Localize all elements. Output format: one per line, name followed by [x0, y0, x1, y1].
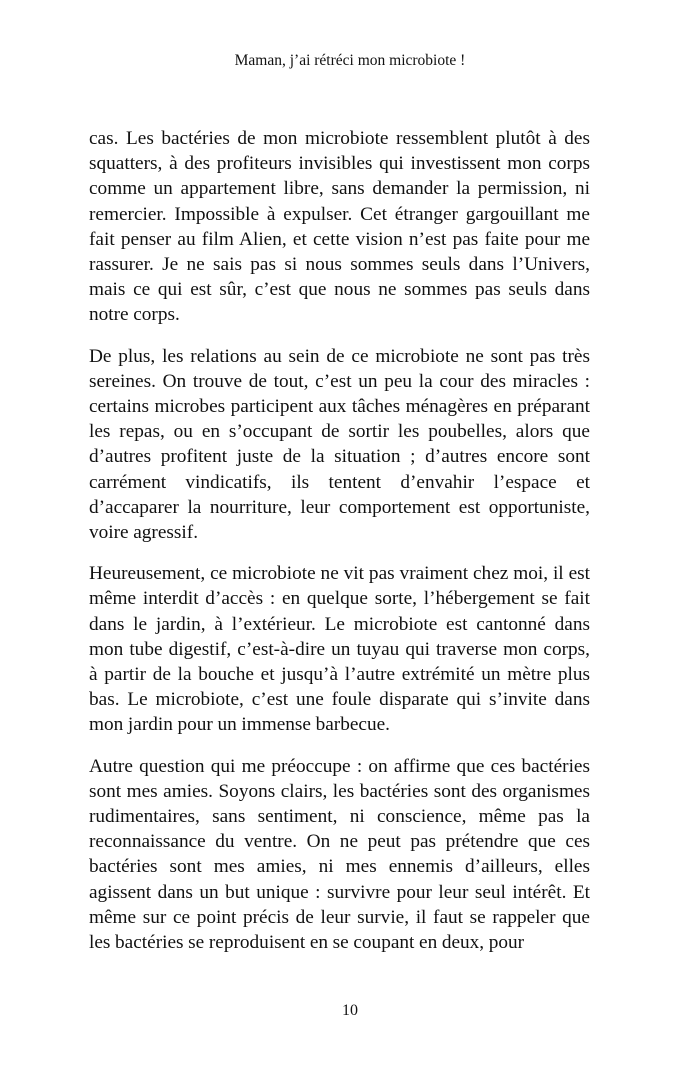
paragraph: Heureusement, ce microbiote ne vit pas vraiment chez moi, il est même interdit d’accès : en quelque sorte, l’hébergement se fait dans le jardin, à l’extérieur. Le microbiote est cantonné dans mon tube digestif, c’est-à-dire un tuyau qui traverse mon corps, à partir de la bouche et jusqu’à l’autre extrémité un mètre plus bas. Le microbiote, c’est une foule disparate qui s’invite dans mon jardin pour un immense barbecue.	[89, 563, 590, 736]
body-text	[89, 126, 590, 971]
paragraph: De plus, les relations au sein de ce microbiote ne sont pas très sereines. On trouve de tout, c’est un peu la cour des miracles : certains microbes participent aux tâches ménagères en préparant les repas, ou en s’occupant de sortir les poubelles, alors que d’autres profitent juste de la situation ; d’autres encore sont carrément vindicatifs, ils tentent d’envahir l’espace et d’accaparer la nourriture, leur comportement est opportuniste, voire agressif.	[89, 345, 590, 544]
page-number: 10	[342, 1002, 358, 1019]
paragraph: Autre question qui me préoccupe : on affirme que ces bactéries sont mes amies. Soyons clairs, les bactéries sont des organismes rudimentaires, sans sentiment, ni conscience, même pas la reconnaissance du ventre. On ne peut pas prétendre que ces bactéries sont mes amies, ni mes ennemis d’ailleurs, elles agissent dans un but unique : survivre pour leur seul intérêt. Et même sur ce point précis de leur survie, il faut se rappeler que les bactéries se reproduisent en se coupant en deux, pour	[89, 755, 590, 954]
running-header: Maman, j’ai rétréci mon microbiote !	[234, 52, 466, 69]
paragraph: cas. Les bactéries de mon microbiote ressemblent plutôt à des squatters, à des profiteurs invisibles qui investissent mon corps comme un appartement libre, sans demander la permission, ni remercier. Impossible à expulser. Cet étranger gargouillant me fait penser au film Alien, et cette vision n’est pas faite pour me rassurer. Je ne sais pas si nous sommes seuls dans l’Univers, mais ce qui est sûr, c’est que nous ne sommes pas seuls dans notre corps.	[89, 128, 590, 326]
